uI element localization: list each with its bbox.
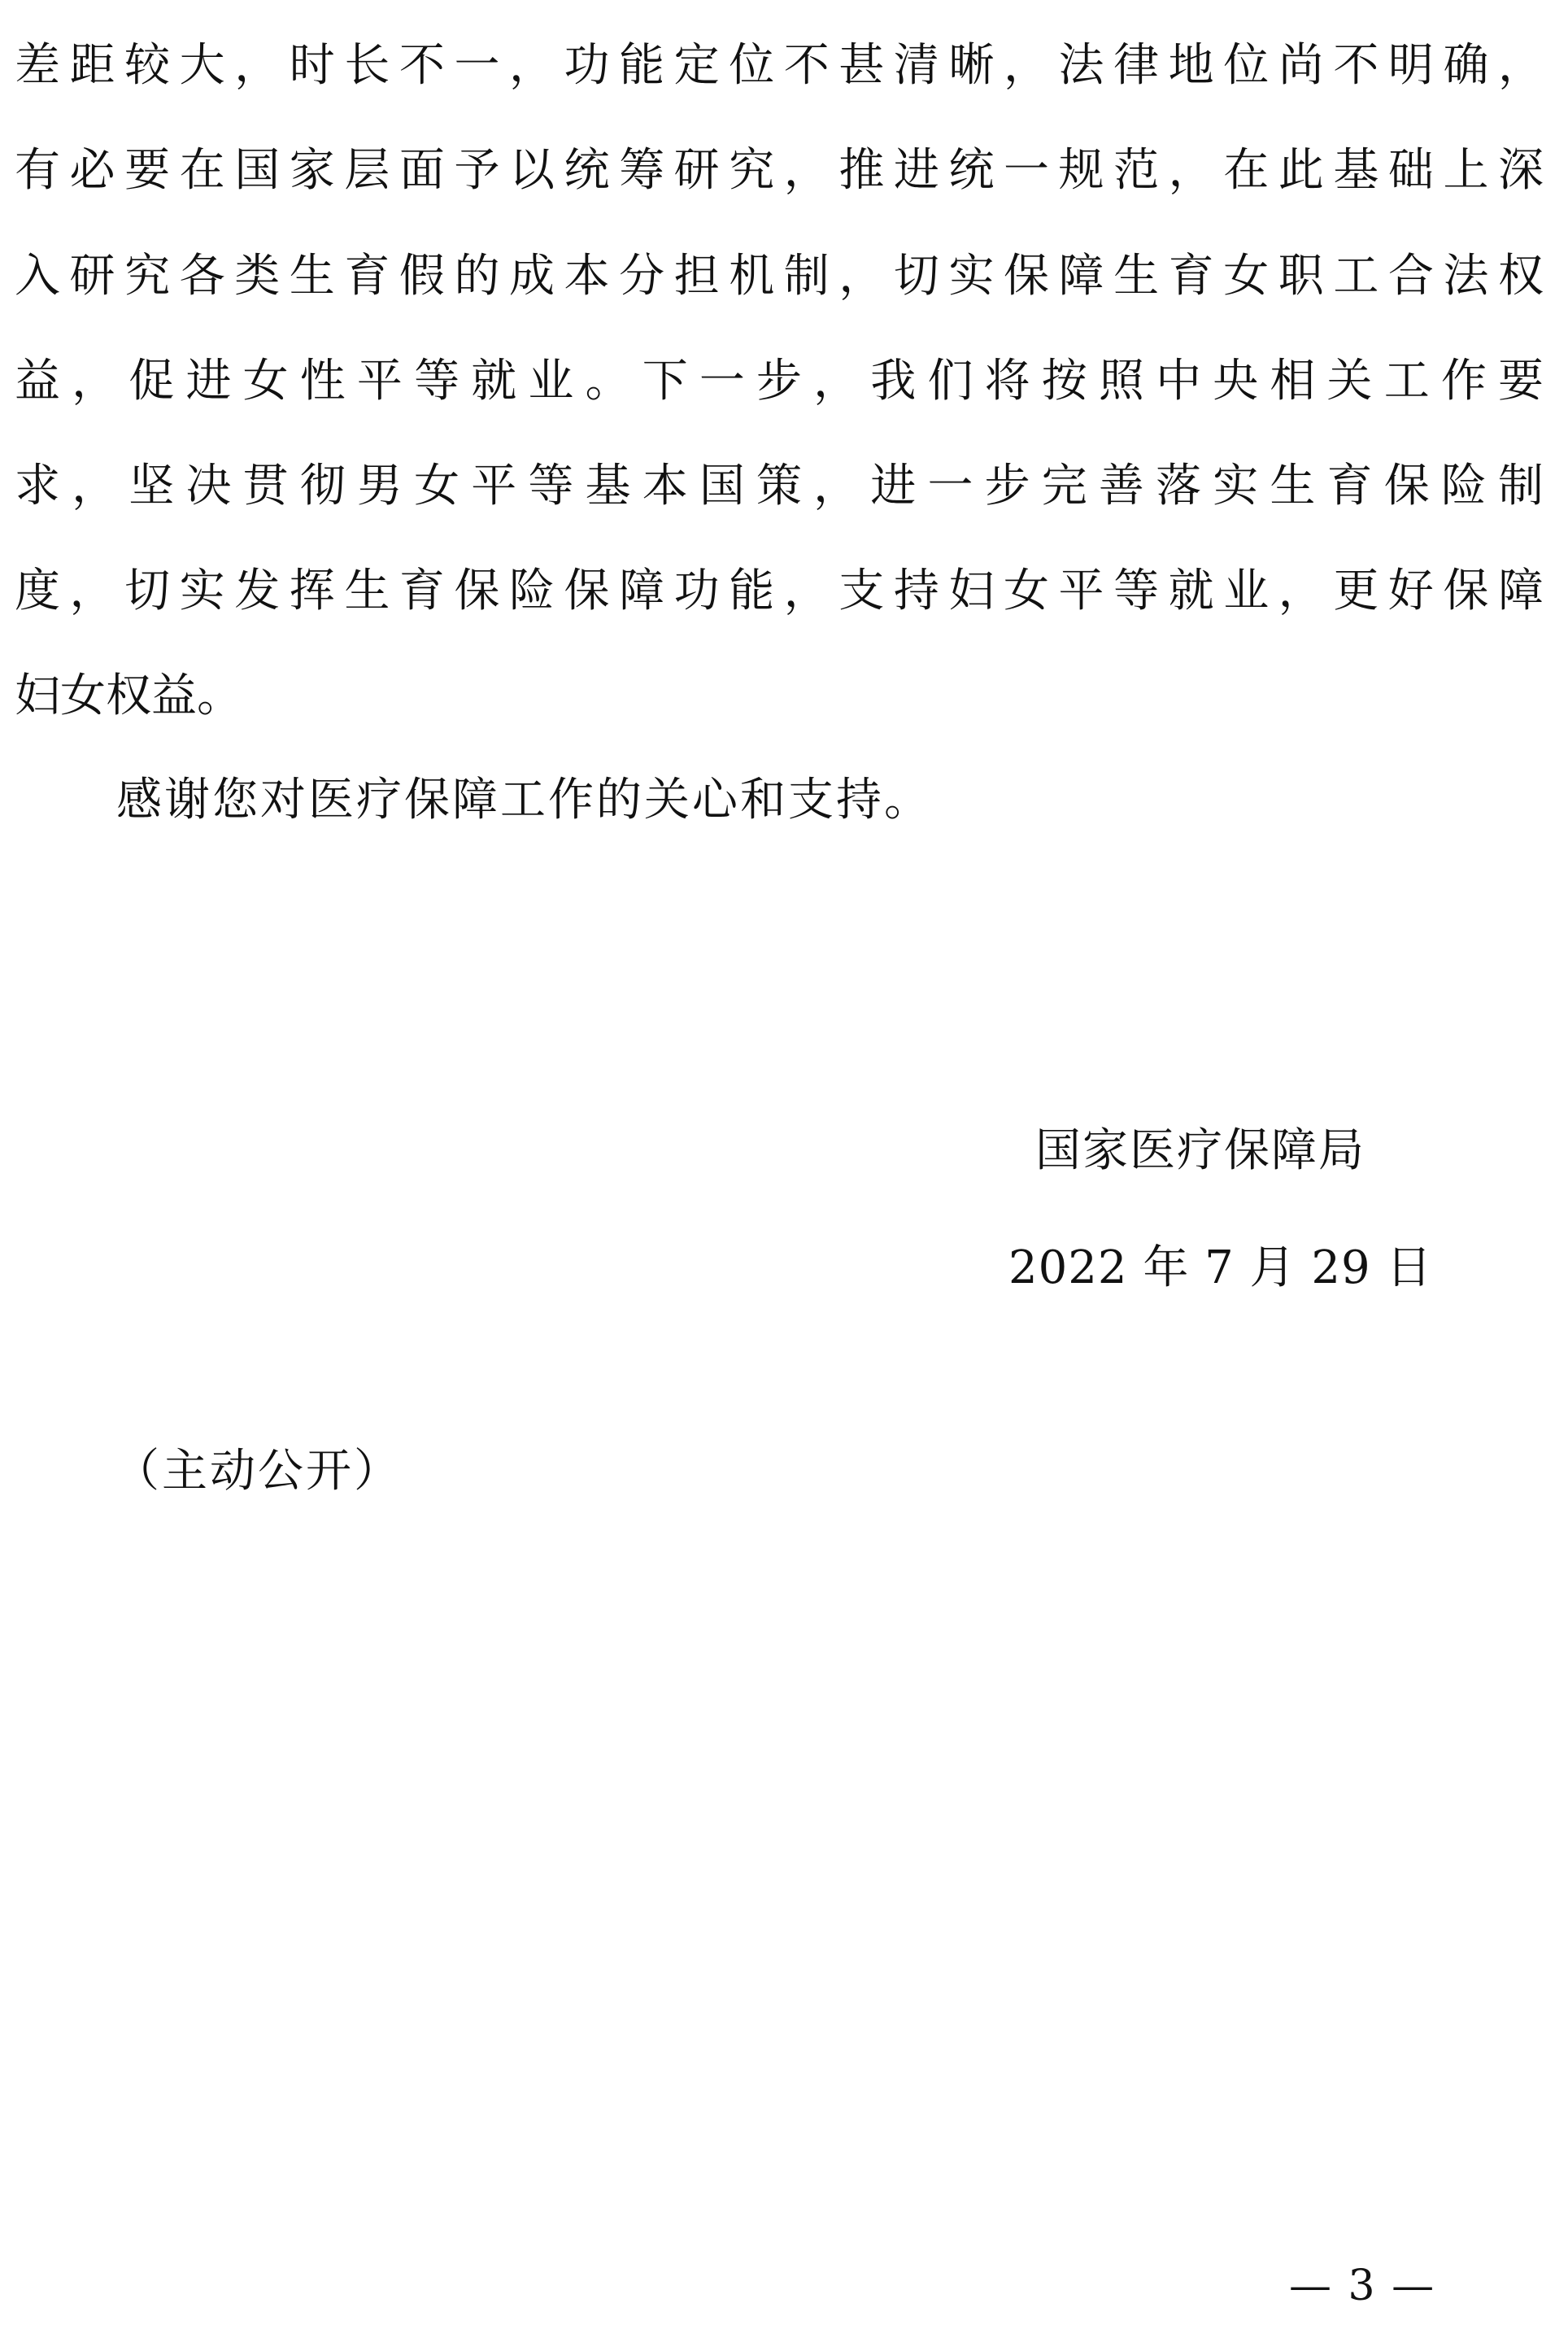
body-text-line: 差距较大，时长不一，功能定位不甚清晰，法律地位尚不明确， — [15, 39, 1544, 92]
body-text-line: 有必要在国家层面予以统筹研究，推进统一规范，在此基础上深 — [15, 144, 1544, 197]
signature-organization: 国家医疗保障局 — [1035, 1124, 1365, 1177]
body-text-line: 求，坚决贯彻男女平等基本国策，进一步完善落实生育保险制 — [15, 460, 1544, 513]
closing-thanks: 感谢您对医疗保障工作的关心和支持。 — [116, 774, 932, 827]
page-number: — 3 — — [1289, 2262, 1436, 2310]
signature-date: 2022 年 7 月 29 日 — [1008, 1241, 1433, 1294]
body-text-line: 益，促进女性平等就业。下一步，我们将按照中央相关工作要 — [15, 355, 1544, 408]
body-text-line: 度，切实发挥生育保险保障功能，支持妇女平等就业，更好保障 — [15, 565, 1544, 617]
disclosure-note: （主动公开） — [114, 1445, 402, 1498]
body-text-line: 妇女权益。 — [15, 670, 242, 722]
body-text-line: 入研究各类生育假的成本分担机制，切实保障生育女职工合法权 — [15, 250, 1544, 303]
